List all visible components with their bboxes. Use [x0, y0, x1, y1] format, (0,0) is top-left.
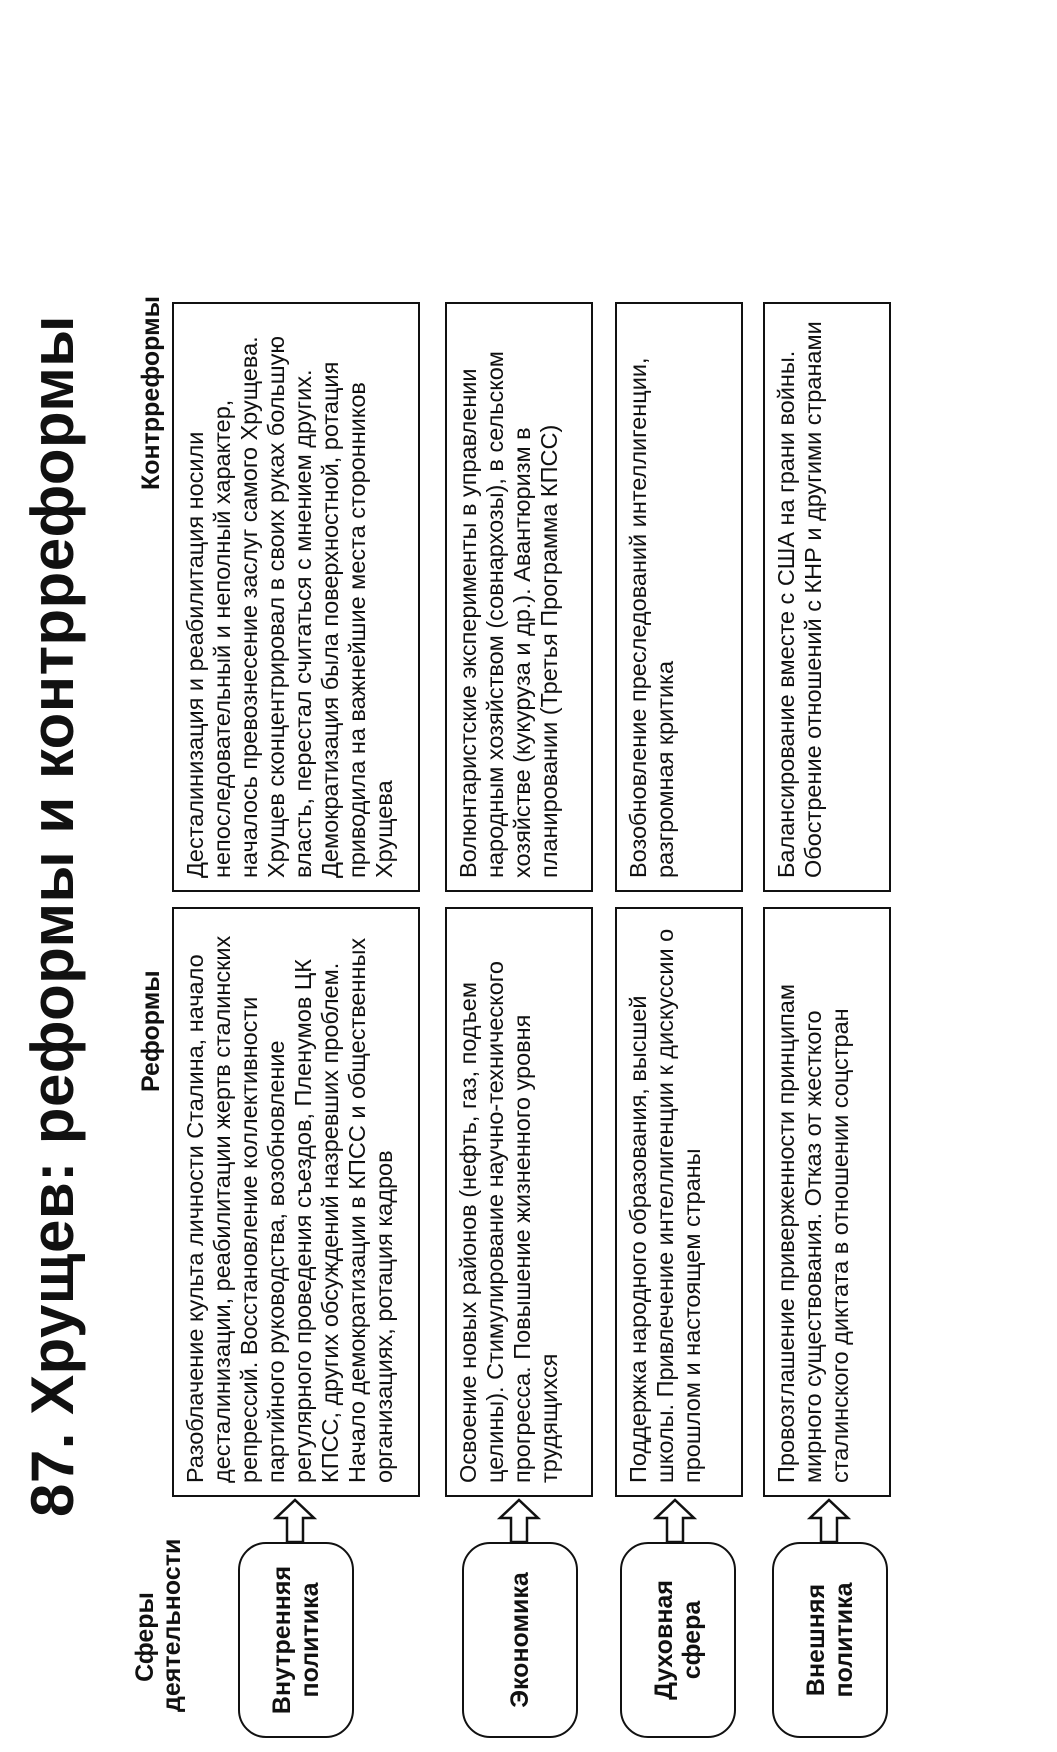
sphere-foreign-policy: Внешняя политика: [772, 1542, 888, 1738]
header-counter-reforms: Контрреформы: [137, 296, 165, 490]
arrow-right-icon: [272, 1498, 318, 1544]
sphere-economy: Экономика: [462, 1542, 578, 1738]
counter-reform-foreign-policy: Балансирование вместе с США на грани войны. Обострение отношений с КНР и другими странами: [763, 302, 891, 892]
sphere-spiritual: Духовная сфера: [620, 1542, 736, 1738]
counter-reform-spiritual: Возобновление преследований интеллигенции, разгромная критика: [615, 302, 743, 892]
reform-spiritual: Поддержка народного образования, высшей школы. Привлечение интеллигенции к дискуссии о прошлом и настоящем страны: [615, 907, 743, 1497]
sphere-domestic-policy: Внутренняя политика: [238, 1542, 354, 1738]
arrow-right-icon: [496, 1498, 542, 1544]
arrow-right-icon: [652, 1498, 698, 1544]
reform-economy: Освоение новых районов (нефть, газ, подъем целины). Стимулирование научно-технического прогресса. Повышение жизненного уровня трудящихся: [445, 907, 593, 1497]
counter-reform-domestic-policy: Десталинизация и реабилитация носили непоследовательный и неполный характер, началось превознесение заслуг самого Хрущева. Хрущев сконцентрировал в своих руках большую власть, перестал считаться с мнением других. Демократизация была поверхностной, ротация приводила на важнейшие места сторонников Хрущева: [172, 302, 420, 892]
arrow-right-icon: [806, 1498, 852, 1544]
counter-reform-economy: Волюнтаристские эксперименты в управлении народным хозяйством (совнархозы), в сельском хозяйстве (кукуруза и др.). Авантюризм в планировании (Третья Программа КПСС): [445, 302, 593, 892]
header-spheres: Сферы деятельности: [131, 1538, 186, 1712]
header-reforms: Реформы: [137, 970, 165, 1092]
reform-domestic-policy: Разоблачение культа личности Сталина, начало десталинизации, реабилитации жертв сталинских репрессий. Восстановление коллективности партийного руководства, возобновление регулярного проведения съездов, Пленумов ЦК КПСС, других обсуждений назревших проблем. Начало демократизации в КПСС и общественных организациях, ротация кадров: [172, 907, 420, 1497]
page-title: 87. Хрущев: реформы и контрреформы: [19, 315, 86, 1517]
reform-foreign-policy: Провозглашение приверженности принципам мирного существования. Отказ от жесткого сталинского диктата в отношении соцстран: [763, 907, 891, 1497]
